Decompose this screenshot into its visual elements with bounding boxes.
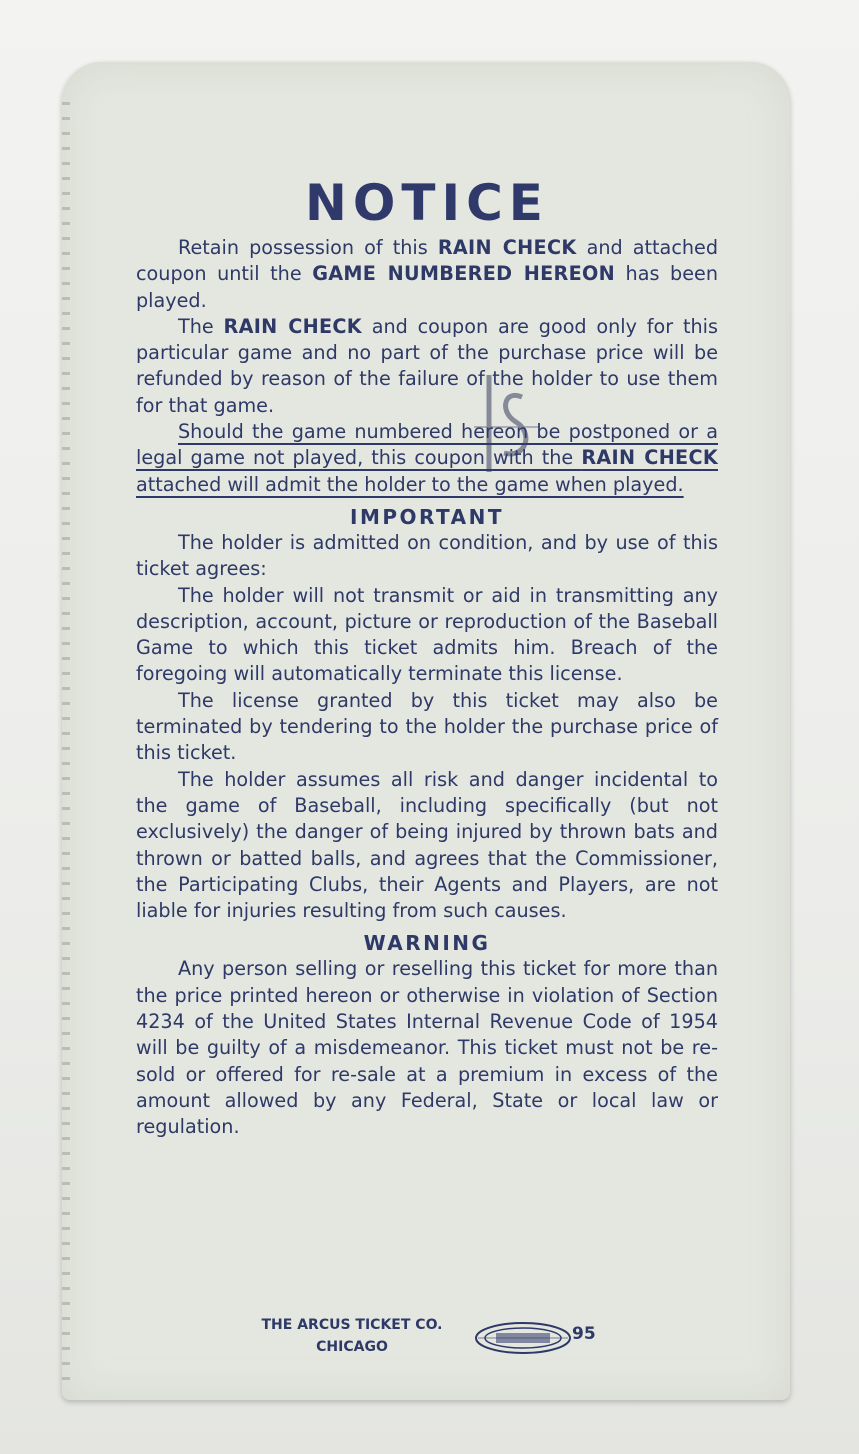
ticket-card bbox=[62, 62, 790, 1400]
important-paragraph-4: The holder assumes all risk and danger incidental to the game of Baseball, including specifically (but not exclusively) the danger of being injured by thrown bats and thrown or batted balls, and agrees that the Commissioner, the Participating Clubs, their Agents and Players, are not liable for injuries resulting from such causes. bbox=[136, 767, 718, 923]
notice-paragraph-1: Retain possession of this RAIN CHECK and attached coupon until the GAME NUMBERED HEREON has been played. bbox=[136, 236, 719, 312]
important-paragraph-1: The holder is admitted on condition, and by use of this ticket agrees: bbox=[136, 530, 718, 581]
notice-paragraph-3: Should the game numbered hereon be postponed or a legal game not played, this coupon with the RAIN CHECK attached will admit the holder to the game when played. bbox=[136, 420, 719, 496]
important-paragraph-3: The license granted by this ticket may also be terminated by tendering to the holder the purchase price of this ticket. bbox=[136, 688, 718, 765]
important-title: IMPORTANT bbox=[350, 504, 504, 529]
printer-name: THE ARCUS TICKET CO. bbox=[261, 1317, 443, 1333]
notice-title: NOTICE bbox=[305, 174, 549, 232]
ticket-text bbox=[136, 174, 719, 1141]
warning-paragraph: Any person selling or reselling this ticket for more than the price printed hereon or otherwise in violation of Section 4234 of the United States Internal Revenue Code of 1954 will be guilty of a misdemeanor. This ticket must not be re-sold or offered for re-sale at a premium in excess of the amount allowed by any Federal, State or local law or regulation. bbox=[136, 957, 718, 1139]
printer-number: 95 bbox=[572, 1324, 596, 1344]
union-label-icon bbox=[474, 1320, 572, 1356]
warning-title: WARNING bbox=[363, 931, 491, 956]
printer-city: CHICAGO bbox=[316, 1339, 388, 1355]
notice-paragraph-2: The RAIN CHECK and coupon are good only for this particular game and no part of the purchase price will be refunded by reason of the failure of the holder to use them for that game. bbox=[136, 314, 718, 417]
printer-footer bbox=[242, 1314, 642, 1374]
important-paragraph-2: The holder will not transmit or aid in transmitting any description, account, picture or reproduction of the Baseball Game to which this ticket admits him. Breach of the foregoing will automatically terminate this license. bbox=[136, 583, 718, 686]
